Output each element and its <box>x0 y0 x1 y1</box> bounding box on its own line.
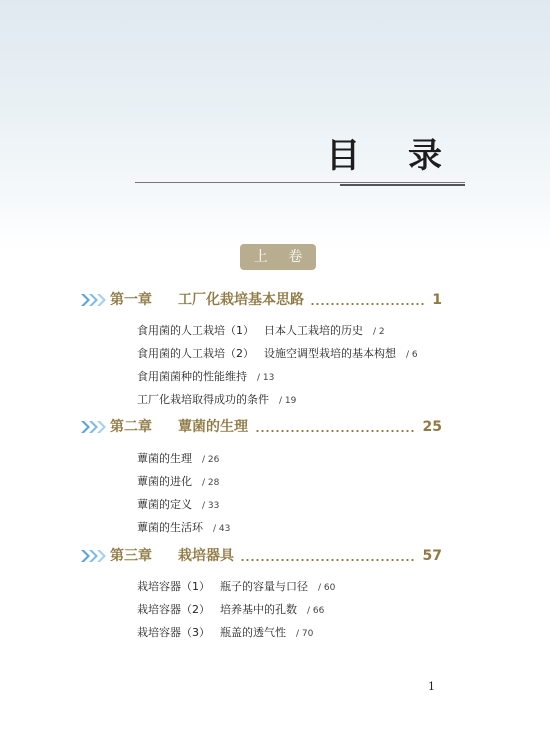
title-underline <box>135 182 465 183</box>
entry-title: 栽培容器（2） <box>137 603 210 616</box>
toc-entry[interactable] <box>137 346 418 363</box>
toc-entry[interactable] <box>137 474 219 491</box>
chapter-title: 栽培器具 <box>178 548 234 564</box>
chapter-number: 第三章 <box>110 548 152 564</box>
entry-page: / 13 <box>257 373 275 383</box>
chevron-arrows-icon <box>80 419 108 435</box>
entry-page: / 19 <box>279 396 297 406</box>
volume-badge: 上 卷 <box>240 244 316 270</box>
toc-entry[interactable] <box>137 602 324 619</box>
entry-title: 蕈菌的生理 <box>137 452 192 465</box>
entry-title: 蕈菌的生活环 <box>137 521 203 534</box>
entry-page: / 43 <box>213 524 231 534</box>
title-underline-accent <box>340 184 465 186</box>
toc-entry[interactable] <box>137 497 219 514</box>
dot-leader <box>240 559 415 561</box>
toc-entry[interactable] <box>137 392 296 409</box>
entry-title: 蕈菌的定义 <box>137 498 192 511</box>
toc-entry[interactable] <box>137 369 274 386</box>
entry-subtitle: 培养基中的孔数 <box>220 603 297 616</box>
chapter-number: 第二章 <box>110 419 152 435</box>
entry-page: / 2 <box>373 327 385 337</box>
entry-page: / 26 <box>202 455 220 465</box>
toc-entry[interactable] <box>137 323 385 340</box>
header-background <box>0 0 550 250</box>
entry-page: / 28 <box>202 478 220 488</box>
toc-entry[interactable] <box>137 579 335 596</box>
chapter-title: 工厂化栽培基本思路 <box>178 292 304 308</box>
page-title: 目 录 <box>326 136 460 176</box>
entry-page: / 66 <box>307 606 325 616</box>
entry-page: / 6 <box>406 350 418 360</box>
entry-page: / 33 <box>202 501 220 511</box>
chapter-page: 1 <box>432 292 442 308</box>
entry-title: 食用菌的人工栽培（1） <box>137 324 254 337</box>
entry-subtitle: 瓶子的容量与口径 <box>220 580 308 593</box>
chapter-page: 57 <box>422 548 442 564</box>
entry-title: 工厂化栽培取得成功的条件 <box>137 393 269 406</box>
dot-leader <box>255 430 415 432</box>
entry-subtitle: 瓶盖的透气性 <box>220 626 286 639</box>
chevron-arrows-icon <box>80 548 108 564</box>
chapter-2-heading[interactable] <box>80 416 450 438</box>
chapter-3-heading[interactable] <box>80 545 450 567</box>
chapter-title: 蕈菌的生理 <box>178 419 248 435</box>
entry-title: 蕈菌的进化 <box>137 475 192 488</box>
entry-page: / 60 <box>318 583 336 593</box>
entry-page: / 70 <box>296 629 314 639</box>
entry-title: 食用菌的人工栽培（2） <box>137 347 254 360</box>
chapter-number: 第一章 <box>110 292 152 308</box>
toc-entry[interactable] <box>137 625 313 642</box>
toc-entry[interactable] <box>137 520 230 537</box>
chapter-1-heading[interactable] <box>80 289 450 311</box>
entry-subtitle: 日本人工栽培的历史 <box>264 324 363 337</box>
page-number: 1 <box>428 680 435 693</box>
entry-subtitle: 设施空调型栽培的基本构想 <box>264 347 396 360</box>
entry-title: 栽培容器（3） <box>137 626 210 639</box>
entry-title: 栽培容器（1） <box>137 580 210 593</box>
dot-leader <box>310 303 424 305</box>
chevron-arrows-icon <box>80 292 108 308</box>
entry-title: 食用菌菌种的性能维持 <box>137 370 247 383</box>
chapter-page: 25 <box>422 419 442 435</box>
toc-entry[interactable] <box>137 451 219 468</box>
